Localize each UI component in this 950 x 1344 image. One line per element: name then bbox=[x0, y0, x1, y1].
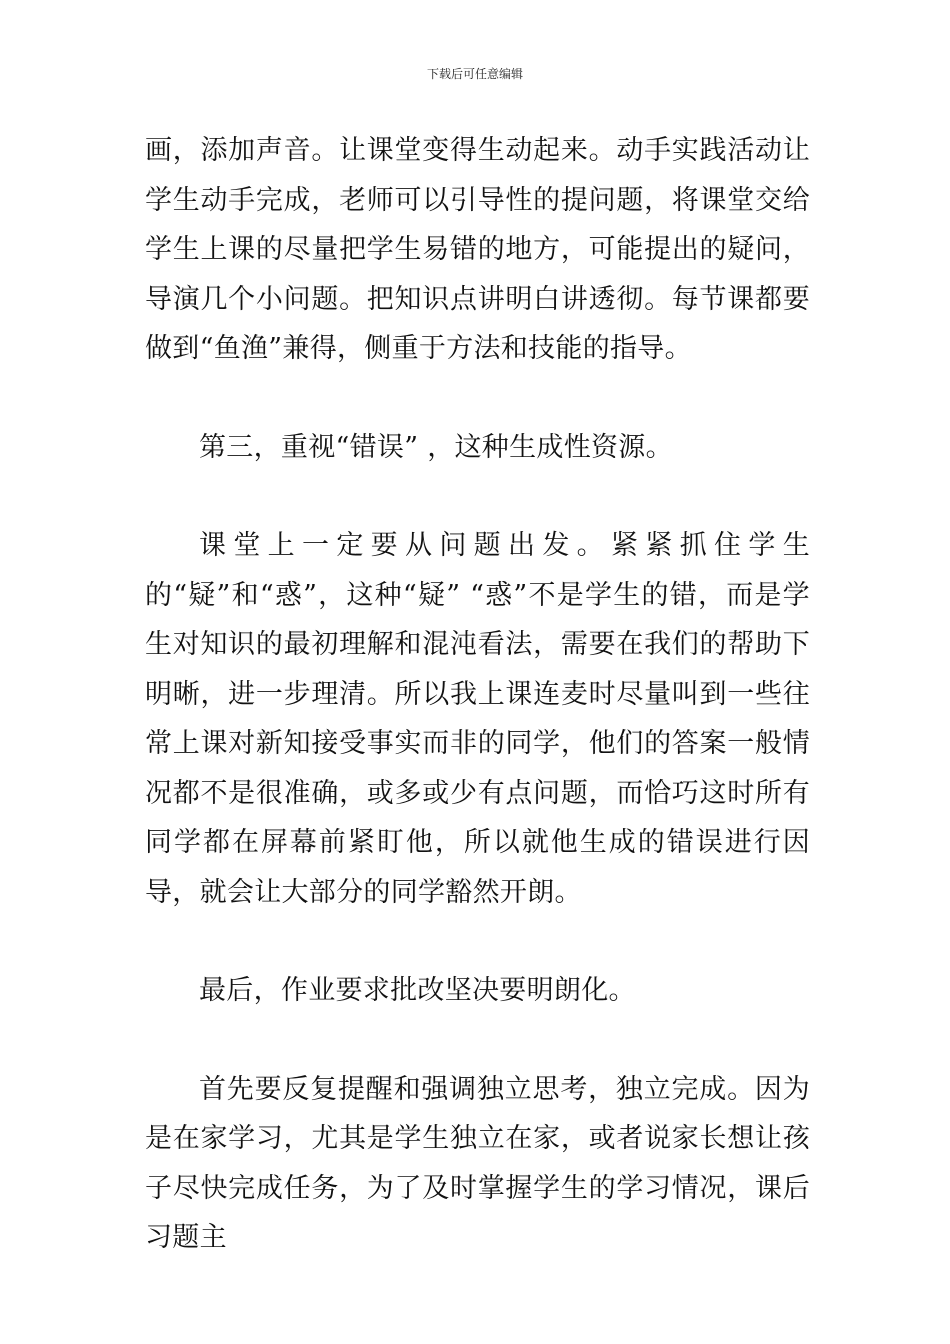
paragraph-heading-last: 最后，作业要求批改坚决要明朗化。 bbox=[199, 975, 636, 1006]
page-header: 下载后可任意编辑 bbox=[426, 67, 523, 81]
paragraph-gap bbox=[145, 374, 810, 423]
paragraph-gap bbox=[145, 917, 810, 966]
paragraph-continuation: 画，添加声音。让课堂变得生动起来。动手实践活动让学生动手完成，老师可以引导性的提问题，将课堂交给学生上课的尽量把学生易错的地方，可能提出的疑问，导演几个小问题。把知识点讲明白讲透彻。每节课都要做到“鱼渔”兼得，侧重于方法和技能的指导。 bbox=[145, 135, 810, 364]
paragraph-classroom: 课堂上一定要从问题出发。紧紧抓住学生的“疑”和“惑”，这种“疑” “惑”不是学生的错，而是学生对知识的最初理解和混沌看法，需要在我们的帮助下明晰，进一步理清。所以我上课连麦时尽量叫到一些往常上课对新知接受事实而非的同学，他们的答案一般情况都不是很准确，或多或少有点问题，而恰巧这时所有同学都在屏幕前紧盯他，所以就他生成的错误进行因导，就会让大部分的同学豁然开朗。 bbox=[145, 530, 810, 908]
document-body bbox=[145, 126, 810, 1263]
paragraph-gap bbox=[145, 472, 810, 521]
paragraph-homework: 首先要反复提醒和强调独立思考，独立完成。因为是在家学习，尤其是学生独立在家，或者说家长想让孩子尽快完成任务，为了及时掌握学生的学习情况，课后习题主 bbox=[145, 1073, 810, 1253]
paragraph-gap bbox=[145, 1016, 810, 1065]
paragraph-heading-third: 第三，重视“错误” ，这种生成性资源。 bbox=[199, 431, 673, 463]
